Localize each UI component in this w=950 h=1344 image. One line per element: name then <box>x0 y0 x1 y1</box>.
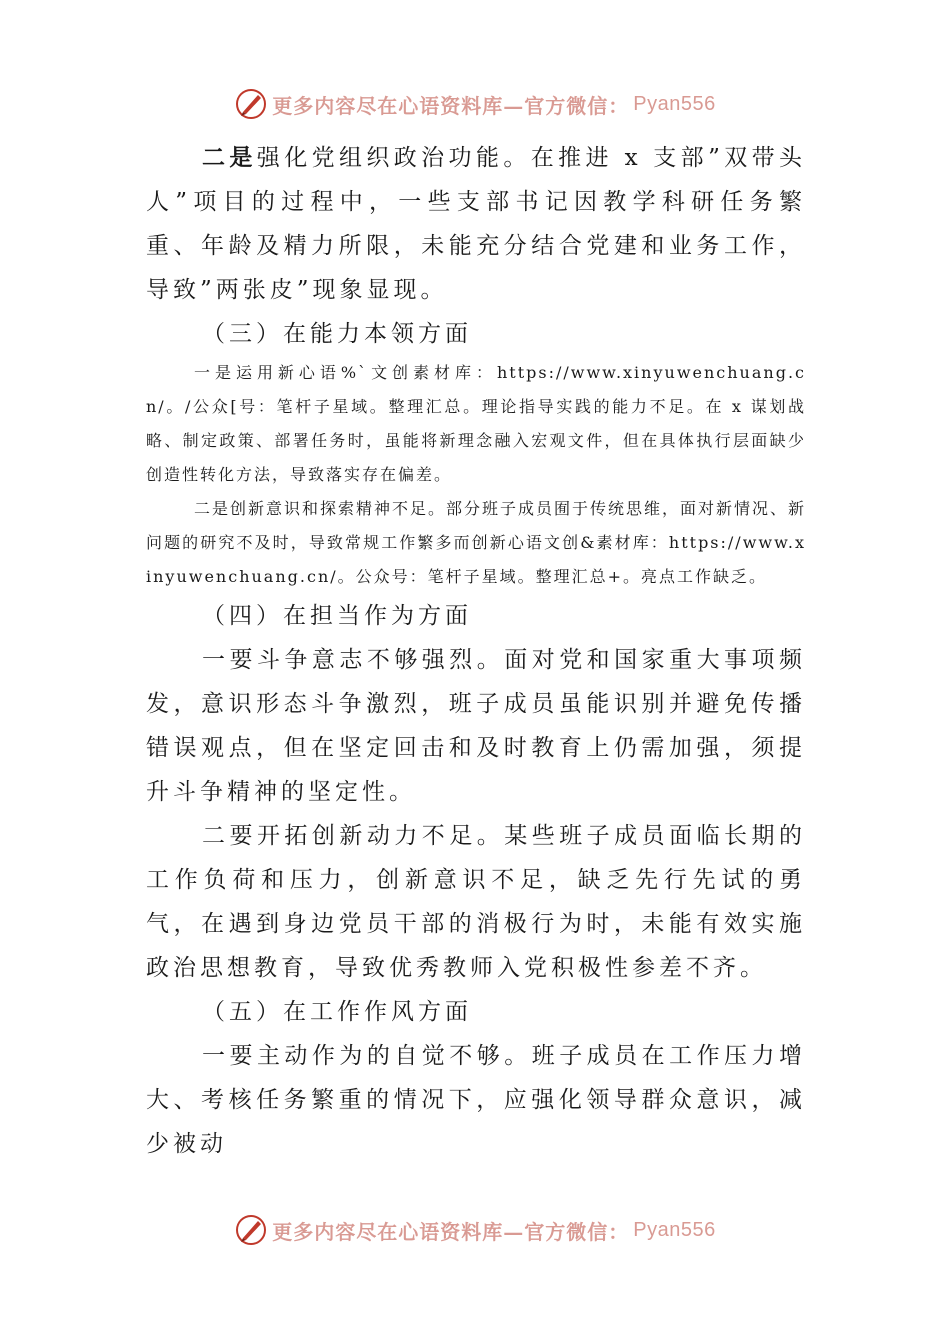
paragraph-lead: 二是 <box>202 144 257 171</box>
banner-text: 更多内容尽在心语资料库—官方微信： <box>272 93 630 118</box>
document-body <box>146 136 806 1166</box>
footer-banner <box>0 1210 950 1250</box>
banner-wechat-id: Pyan556 <box>633 92 716 115</box>
paragraph-text: 强化党组织政治功能。在推进 x 支部”双带头人”项目的过程中，一些支部书记因教学科研任务繁重、年龄及精力所限，未能充分结合党建和业务工作，导致”两张皮”现象显现。 <box>146 145 807 303</box>
section-heading-responsibility: （四）在担当作为方面 <box>202 603 472 629</box>
banner-wechat-id: Pyan556 <box>633 1218 716 1241</box>
pen-logo-icon <box>234 87 268 121</box>
pen-logo-icon <box>234 1213 268 1247</box>
header-banner <box>0 84 950 124</box>
section-heading-work-style: （五）在工作作风方面 <box>202 999 472 1025</box>
section-heading-ability: （三）在能力本领方面 <box>202 321 472 347</box>
banner-text: 更多内容尽在心语资料库—官方微信： <box>272 1219 630 1244</box>
paragraph-theory-practice: 一是运用新心语%`文创素材库：https://www.xinyuwenchuang.cn/。/公众[号：笔杆子星域。整理汇总。理论指导实践的能力不足。在 x 谋划战略、制定政策、部署任务时，虽能将新理念融入宏观文件，但在具体执行层面缺少创造性转化方法，导致落实存在偏差。 <box>146 363 806 484</box>
paragraph-party-function <box>146 136 806 312</box>
paragraph-innovation: 二是创新意识和探索精神不足。部分班子成员囿于传统思维，面对新情况、新问题的研究不及时，导致常规工作繁多而创新心语文创&素材库：https://www.xinyuwenchuang.cn/。公众号：笔杆子星域。整理汇总+。亮点工作缺乏。 <box>146 499 807 586</box>
paragraph-initiative: 一要主动作为的自觉不够。班子成员在工作压力增大、考核任务繁重的情况下，应强化领导群众意识，减少被动 <box>146 1043 806 1157</box>
paragraph-pioneering: 二要开拓创新动力不足。某些班子成员面临长期的工作负荷和压力，创新意识不足，缺乏先行先试的勇气，在遇到身边党员干部的消极行为时，未能有效实施政治思想教育，导致优秀教师入党积极性参差不齐。 <box>146 823 806 981</box>
paragraph-struggle: 一要斗争意志不够强烈。面对党和国家重大事项频发，意识形态斗争激烈，班子成员虽能识别并避免传播错误观点，但在坚定回击和及时教育上仍需加强，须提升斗争精神的坚定性。 <box>146 647 806 805</box>
